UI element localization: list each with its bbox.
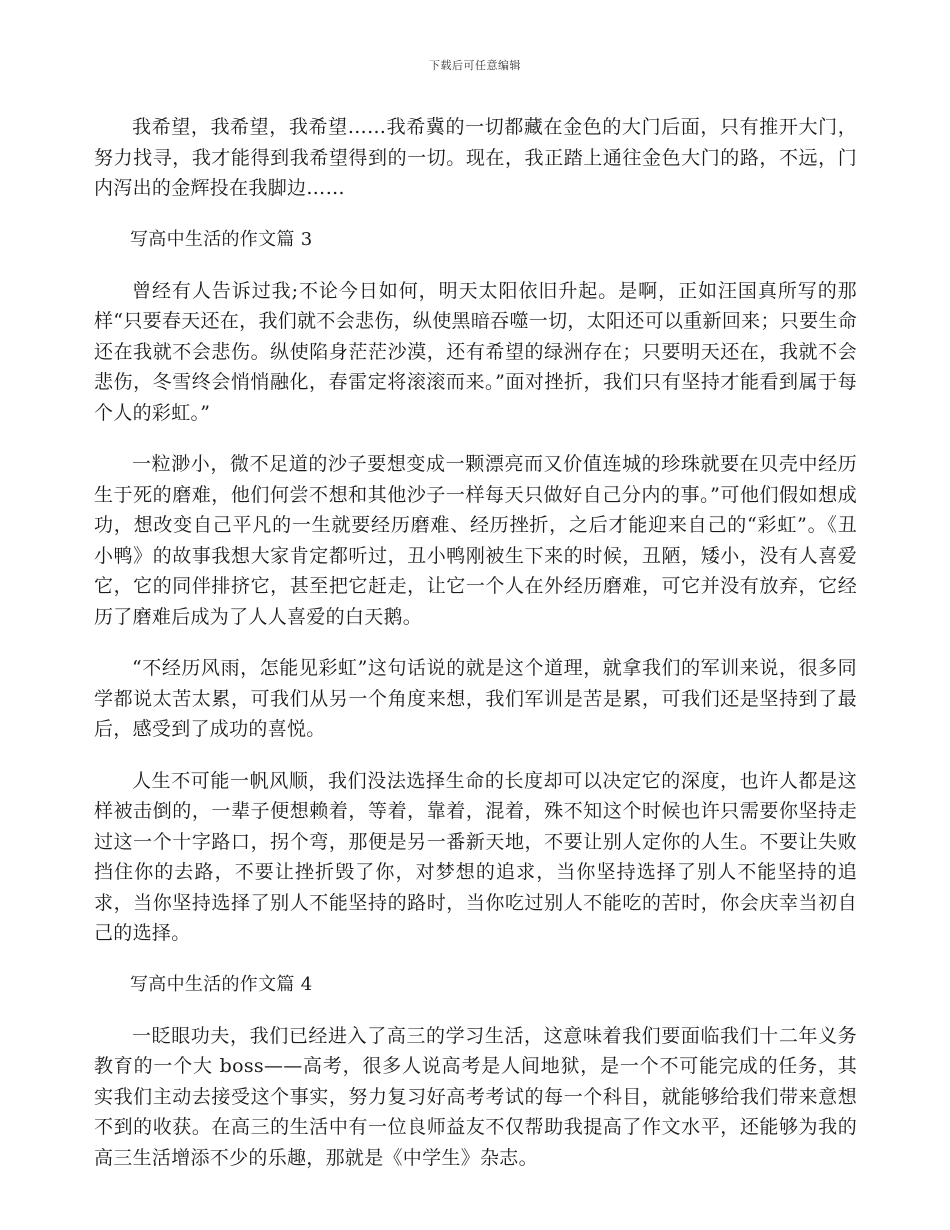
spacer — [94, 255, 857, 276]
paragraph-1: 我希望，我希望，我希望……我希冀的一切都藏在金色的大门后面，只有推开大门，努力找寻，我才能得到我希望得到的一切。现在，我正踏上通往金色大门的路，不远，门内泻出的金辉投在我脚边…… — [94, 116, 857, 199]
document-body — [94, 112, 857, 1173]
page-header: 下载后可任意编辑 — [429, 59, 521, 72]
spacer — [94, 204, 857, 225]
paragraph-4: “不经历风雨，怎能见彩虹”这句话说的就是这个道理，就拿我们的军训来说，很多同学都说太苦太累，可我们从另一个角度来想，我们军训是苦是累，可我们还是坚持到了最后，感受到了成功的喜悦。 — [94, 657, 857, 740]
paragraph-5: 人生不可能一帆风顺，我们没法选择生命的长度却可以决定它的深度，也许人都是这样被击倒的，一辈子便想赖着，等着，靠着，混着，殊不知这个时候也许只需要你坚持走过这一个十字路口，拐个弯，那便是另一番新天地，不要让别人定你的人生。不要让失败挡住你的去路，不要让挫折毁了你，对梦想的追求，当你坚持选择了别人不能坚持的追求，当你坚持选择了别人不能坚持的路时，当你吃过别人不能吃的苦时，你会庆幸当初自己的选择。 — [94, 769, 857, 944]
paragraph-2: 曾经有人告诉过我;不论今日如何，明天太阳依旧升起。是啊，正如汪国真所写的那样“只要春天还在，我们就不会悲伤，纵使黑暗吞噬一切，太阳还可以重新回来；只要生命还在我就不会悲伤。纵使陷身茫茫沙漠，还有希望的绿洲存在；只要明天还在，我就不会悲伤，冬雪终会悄悄融化，春雷定将滚滚而来。”面对挫折，我们只有坚持才能看到属于每个人的彩虹。” — [94, 279, 857, 424]
section-heading-4: 写高中生活的作文篇 4 — [130, 973, 313, 995]
spacer — [94, 428, 857, 449]
spacer — [94, 632, 857, 653]
spacer — [94, 949, 857, 970]
section-heading-3: 写高中生活的作文篇 3 — [130, 228, 313, 250]
paragraph-3: 一粒渺小，微不足道的沙子要想变成一颗漂亮而又价值连城的珍珠就要在贝壳中经历生于死的磨难，他们何尝不想和其他沙子一样每天只做好自己分内的事。”可他们假如想成功，想改变自己平凡的一生就要经历磨难、经历挫折，之后才能迎来自己的“彩虹”。《丑小鸭》的故事我想大家肯定都听过，丑小鸭刚被生下来的时候，丑陋，矮小，没有人喜爱它，它的同伴排挤它，甚至把它赶走，让它一个人在外经历磨难，可它并没有放弃，它经历了磨难后成为了人人喜爱的白天鹅。 — [94, 453, 857, 628]
paragraph-6: 一眨眼功夫，我们已经进入了高三的学习生活，这意味着我们要面临我们十二年义务教育的一个大 boss——高考，很多人说高考是人间地狱，是一个不可能完成的任务，其实我们主动去接受这个事实，努力复习好高考考试的每一个科目，就能够给我们带来意想不到的收获。在高三的生活中有一位良师益友不仅帮助我提高了作文水平，还能够为我的高三生活增添不少的乐趣，那就是《中学生》杂志。 — [94, 1024, 857, 1169]
spacer — [94, 745, 857, 766]
spacer — [94, 1000, 857, 1021]
